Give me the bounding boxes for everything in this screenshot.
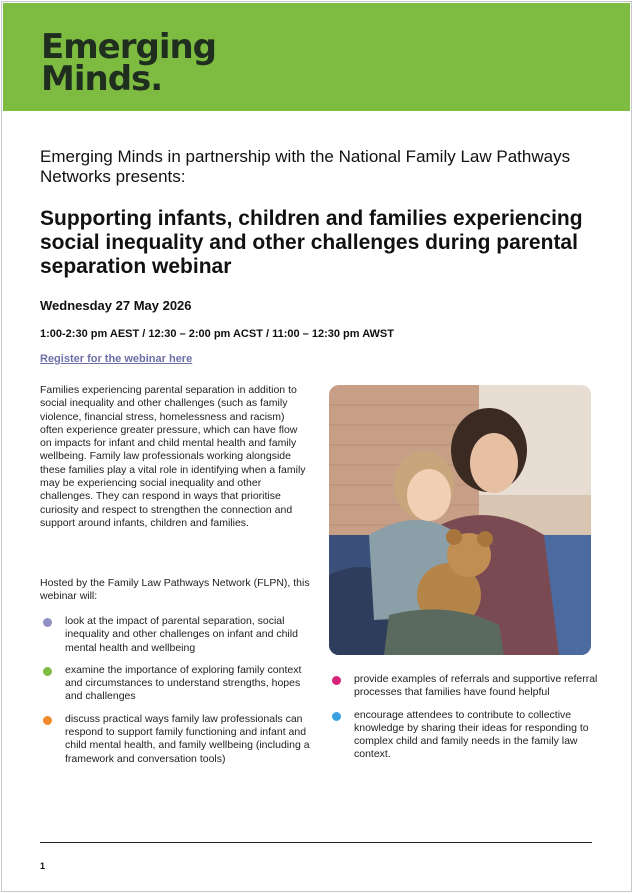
bullet-text: discuss practical ways family law professionals can respond to support family functioning and infant and child mental health, and family wellbeing (including a framework and conversation tools) — [65, 712, 310, 765]
page-number: 1 — [40, 861, 46, 871]
logo-line-2: Minds. — [41, 59, 163, 99]
bullet-dot-icon — [43, 667, 52, 676]
bullet-dot-icon — [43, 618, 52, 627]
list-item — [40, 664, 310, 704]
bullet-dot-icon — [332, 676, 341, 685]
body-paragraph: Families experiencing parental separation in addition to social inequality and other challenges (such as family violence, financial stress, homelessness and racism) often experience greater pressure, which can have flow on impacts for infant and child mental health and family wellbeing. Family law professionals working alongside these families play a vital role in identifying when a family may be experiencing social inequality and other challenges. They can respond in ways that prioritise curiosity and respect to strengthen the connection and support around infants, children and families. — [40, 384, 306, 529]
bullet-list-right — [329, 673, 599, 771]
photo-illustration — [329, 385, 591, 655]
webinar-date: Wednesday 27 May 2026 — [40, 298, 192, 313]
bullet-list-left — [40, 615, 310, 775]
bullet-text: provide examples of referrals and supportive referral processes that families have found helpful — [354, 673, 598, 699]
list-item — [329, 673, 599, 700]
webinar-times: 1:00-2:30 pm AEST / 12:30 – 2:00 pm ACST / 11:00 – 12:30 pm AWST — [40, 328, 394, 340]
intro-text: Emerging Minds in partnership with the National Family Law Pathways Networks presents: — [40, 147, 571, 186]
list-item — [329, 709, 599, 762]
register-link[interactable]: Register for the webinar here — [40, 353, 193, 365]
hosted-intro: Hosted by the Family Law Pathways Network (FLPN), this webinar will: — [40, 577, 310, 603]
bullet-text: encourage attendees to contribute to collective knowledge by sharing their ideas for responding to complex child and family needs in the family law context. — [354, 708, 589, 761]
bullet-dot-icon — [332, 712, 341, 721]
bullet-dot-icon — [43, 716, 52, 725]
footer-divider — [40, 842, 592, 843]
logo-line-1: Emerging — [41, 27, 217, 67]
webinar-title: Supporting infants, children and families experiencing social inequality and other challenges during parental separation webinar — [40, 207, 583, 278]
list-item — [40, 615, 310, 655]
mother-child-photo — [329, 385, 591, 655]
bullet-text: examine the importance of exploring family context and circumstances to understand strengths, hopes and challenges — [65, 663, 302, 703]
list-item — [40, 713, 310, 766]
emerging-minds-logo — [41, 27, 217, 99]
header-banner — [3, 3, 630, 111]
bullet-text: look at the impact of parental separation, social inequality and other challenges on infant and child mental health and wellbeing — [65, 615, 298, 654]
